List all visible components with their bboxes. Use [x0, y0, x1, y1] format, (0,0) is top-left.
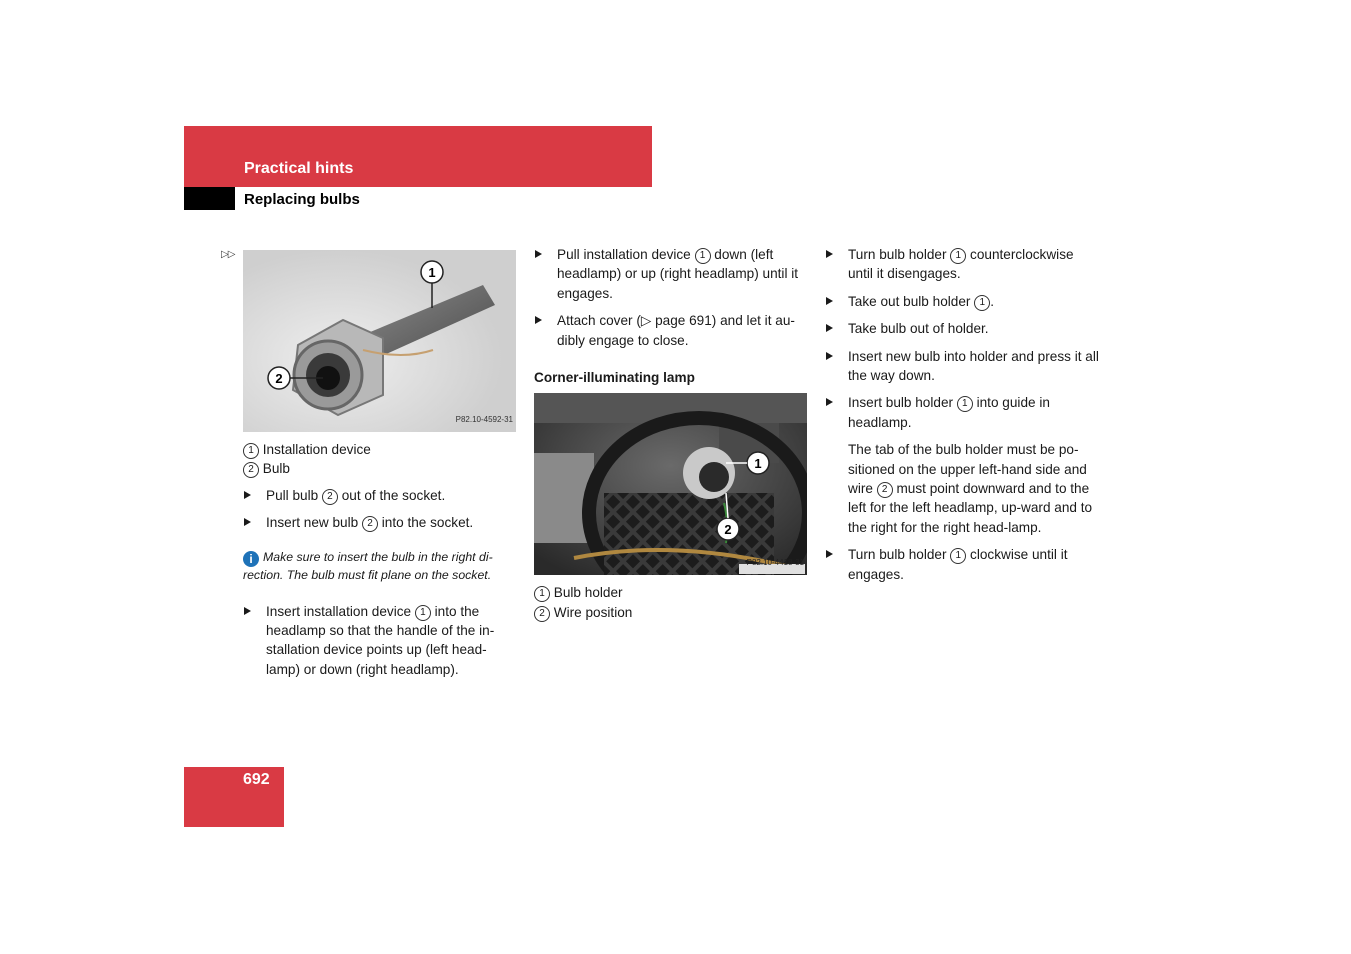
page-number: 692 — [243, 771, 270, 788]
step-text: Pull bulb — [266, 487, 322, 503]
instruction-step — [243, 602, 517, 680]
step-text: Insert new bulb — [266, 515, 362, 531]
step-text: into guide in headlamp. — [848, 395, 1050, 430]
instruction-step — [534, 245, 808, 303]
figure-callout-1: 1 — [754, 456, 762, 472]
figure-legend — [243, 440, 517, 479]
bullet-arrow-icon — [826, 398, 833, 406]
figure-code: P82.10-4592-31 — [455, 414, 513, 424]
figure-callout-2: 2 — [724, 522, 732, 538]
info-icon: i — [243, 551, 259, 567]
legend-text: Installation device — [262, 442, 371, 457]
column-1 — [243, 245, 517, 687]
bullet-arrow-icon — [244, 518, 251, 526]
step-text: into the socket. — [377, 515, 474, 531]
step-text: out of the socket. — [337, 487, 446, 503]
callout-number: 2 — [877, 482, 893, 498]
column-3 — [825, 245, 1099, 592]
legend-item — [243, 440, 517, 459]
callout-number: 1 — [974, 295, 990, 311]
column-2 — [534, 245, 808, 629]
step-text: into the headlamp so that the handle of the in-stallation device points up (left head-lamp) or down (right headlamp). — [266, 603, 495, 677]
info-note — [243, 549, 517, 584]
bullet-arrow-icon — [826, 324, 833, 332]
step-text: clockwise until it engages. — [848, 547, 1068, 582]
figure-callout-1: 1 — [428, 265, 436, 280]
callout-number: 1 — [950, 248, 966, 264]
explanation-paragraph — [825, 440, 1099, 537]
callout-number: 2 — [534, 606, 550, 622]
step-text: Insert installation device — [266, 603, 415, 619]
legend-item — [534, 583, 808, 602]
instruction-step — [243, 513, 517, 532]
installation-device-illustration — [243, 250, 516, 432]
callout-number: 1 — [695, 248, 711, 264]
bullet-arrow-icon — [535, 316, 542, 324]
legend-text: Wire position — [553, 604, 633, 620]
instruction-step — [825, 347, 1099, 386]
instruction-step — [825, 245, 1099, 284]
header-tab-marker — [184, 187, 235, 210]
step-text: Take out bulb holder — [848, 293, 975, 309]
step-text: Insert bulb holder — [848, 395, 957, 411]
bullet-arrow-icon — [244, 607, 251, 615]
callout-number: 1 — [415, 605, 431, 621]
bullet-arrow-icon — [244, 491, 251, 499]
section-header-title: Practical hints — [244, 160, 354, 177]
bullet-arrow-icon — [826, 550, 833, 558]
callout-number: 2 — [362, 516, 378, 532]
instruction-step — [825, 545, 1099, 584]
paragraph-text: must point downward and to the left for the left headlamp, up-ward and to the right for the right head-lamp. — [848, 481, 1093, 535]
paragraph-text: The tab of the bulb holder must be po-sitioned on the upper left-hand side and wire — [848, 442, 1087, 497]
figure-callout-2: 2 — [275, 371, 283, 386]
instruction-step — [825, 292, 1099, 311]
bullet-arrow-icon — [826, 297, 833, 305]
corner-lamp-figure — [534, 393, 807, 575]
step-text: . — [990, 293, 994, 309]
callout-number: 2 — [243, 462, 259, 478]
figure-legend — [534, 583, 808, 622]
step-text: Turn bulb holder — [848, 247, 951, 262]
instruction-step — [243, 486, 517, 505]
legend-item — [243, 459, 517, 478]
callout-number: 1 — [243, 443, 259, 459]
bullet-arrow-icon — [535, 250, 542, 258]
step-text: Take bulb out of holder. — [848, 321, 989, 337]
callout-number: 1 — [950, 548, 966, 564]
figure-code: P82.10-4418-31 — [746, 558, 804, 568]
legend-text: Bulb — [262, 461, 290, 477]
step-text: down (left headlamp) or up (right headlamp) until it engages. — [557, 247, 799, 301]
legend-text: Bulb holder — [553, 585, 623, 601]
step-text: Pull installation device — [557, 247, 695, 262]
corner-lamp-illustration — [534, 393, 807, 575]
bullet-arrow-icon — [826, 250, 833, 258]
installation-device-figure — [243, 250, 516, 432]
callout-number: 1 — [957, 396, 973, 412]
note-text: Make sure to insert the bulb in the right di-rection. The bulb must fit plane on the socket. — [243, 549, 493, 582]
step-text: Attach cover (▷ page 691) and let it au-dibly engage to close. — [557, 313, 795, 348]
step-text: Turn bulb holder — [848, 547, 951, 563]
instruction-step — [534, 311, 808, 350]
step-text: Insert new bulb into holder and press it all the way down. — [848, 348, 1099, 384]
step-text: counterclockwise until it disengages. — [848, 247, 1074, 282]
section-title: Corner-illuminating lamp — [534, 370, 695, 386]
legend-item — [534, 603, 808, 622]
continued-mark: ▷▷ — [221, 249, 235, 260]
section-subheader: Replacing bulbs — [244, 191, 360, 208]
bullet-arrow-icon — [826, 352, 833, 360]
callout-number: 2 — [322, 489, 338, 505]
instruction-step — [825, 393, 1099, 432]
callout-number: 1 — [534, 586, 550, 602]
instruction-step — [825, 319, 1099, 338]
